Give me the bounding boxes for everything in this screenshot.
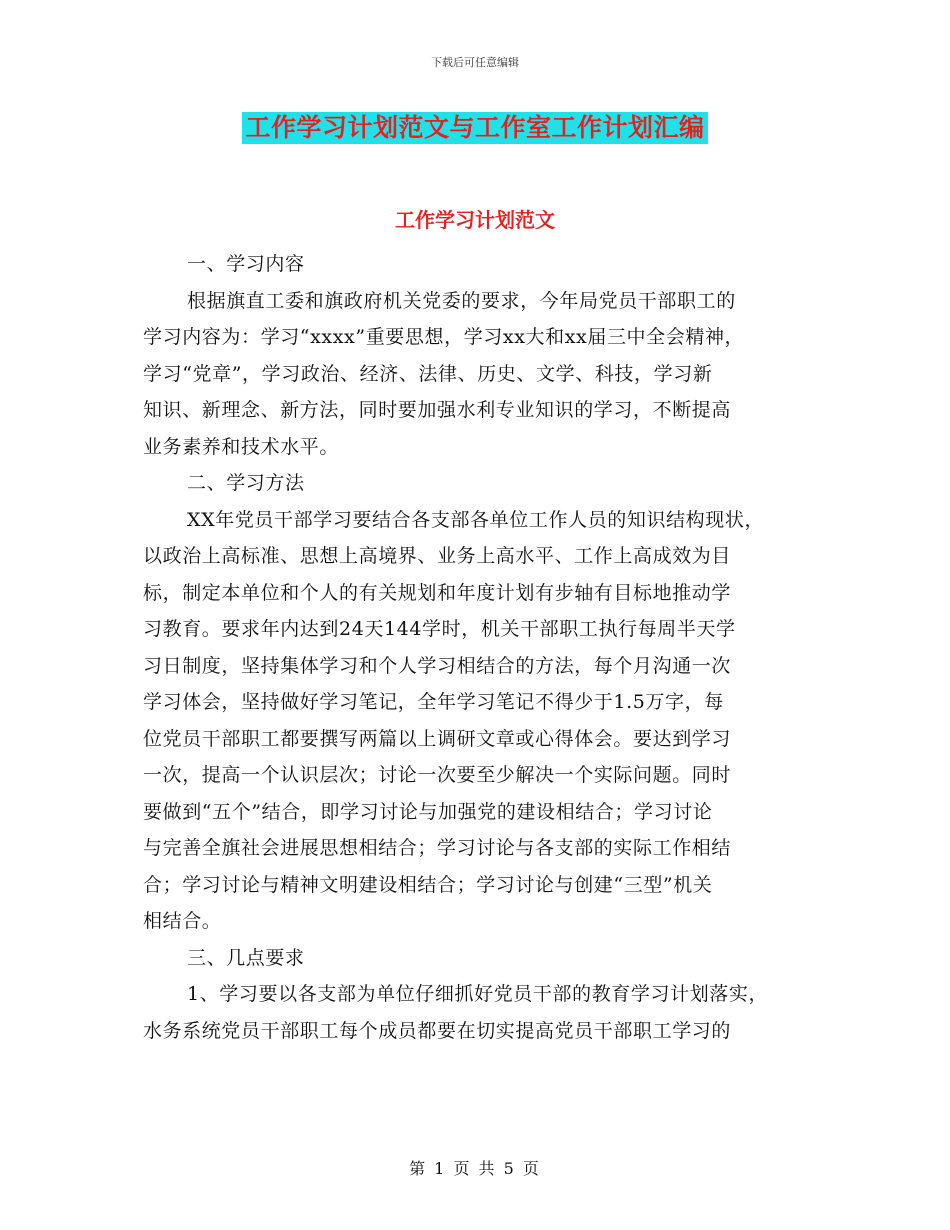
main-title: 工作学习计划范文与工作室工作计划汇编 [242, 112, 707, 144]
text-line: 与完善全旗社会进展思想相结合；学习讨论与各支部的实际工作相结 [143, 837, 732, 859]
text-line: 二、学习方法 [187, 472, 305, 494]
text-line: 标，制定本单位和个人的有关规划和年度计划有步轴有目标地推动学 [143, 581, 732, 604]
text-line: 学习体会，坚持做好学习笔记，全年学习笔记不得少于1.5万字，每 [143, 691, 724, 713]
text-line: 一、学习内容 [187, 253, 305, 275]
text-line: 三、几点要求 [187, 946, 305, 969]
main-title-wrap [0, 112, 950, 144]
text-line: 合；学习讨论与精神文明建设相结合；学习讨论与创建“三型”机关 [143, 873, 713, 896]
text-line: 要做到“五个”结合，即学习讨论与加强党的建设相结合；学习讨论 [143, 800, 713, 823]
text-line: 习日制度，坚持集体学习和个人学习相结合的方法，每个月沟通一次 [143, 654, 732, 677]
body-text [143, 246, 833, 1049]
text-line: 一次，提高一个认识层次；讨论一次要至少解决一个实际问题。同时 [143, 764, 732, 786]
text-line: 相结合。 [143, 910, 222, 932]
text-line: 学习“党章”，学习政治、经济、法律、历史、文学、科技，学习新 [143, 362, 713, 385]
text-line: 根据旗直工委和旗政府机关党委的要求，今年局党员干部职工的 [187, 289, 736, 312]
text-line: 以政治上高标准、思想上高境界、业务上高水平、工作上高成效为目 [143, 545, 732, 567]
text-line: 1、学习要以各支部为单位仔细抓好党员干部的教育学习计划落实， [187, 983, 769, 1005]
text-line: 水务系统党员干部职工每个成员都要在切实提高党员干部职工学习的 [143, 1019, 732, 1042]
page-footer: 第 1 页 共 5 页 [409, 1159, 541, 1178]
text-line: 业务素养和技术水平。 [143, 435, 340, 458]
text-line: 位党员干部职工都要撰写两篇以上调研文章或心得体会。要达到学习 [143, 727, 732, 750]
text-line: 习教育。要求年内达到24天144学时，机关干部职工执行每周半天学 [143, 618, 736, 640]
section-title: 工作学习计划范文 [395, 208, 555, 232]
text-line: 知识、新理念、新方法，同时要加强水利专业知识的学习，不断提高 [143, 399, 732, 421]
text-line: 学习内容为：学习“xxxx”重要思想，学习xx大和xx届三中全会精神， [143, 326, 745, 348]
header-note: 下载后可任意编辑 [431, 56, 519, 69]
text-line: XX年党员干部学习要结合各支部各单位工作人员的知识结构现状， [187, 508, 765, 531]
